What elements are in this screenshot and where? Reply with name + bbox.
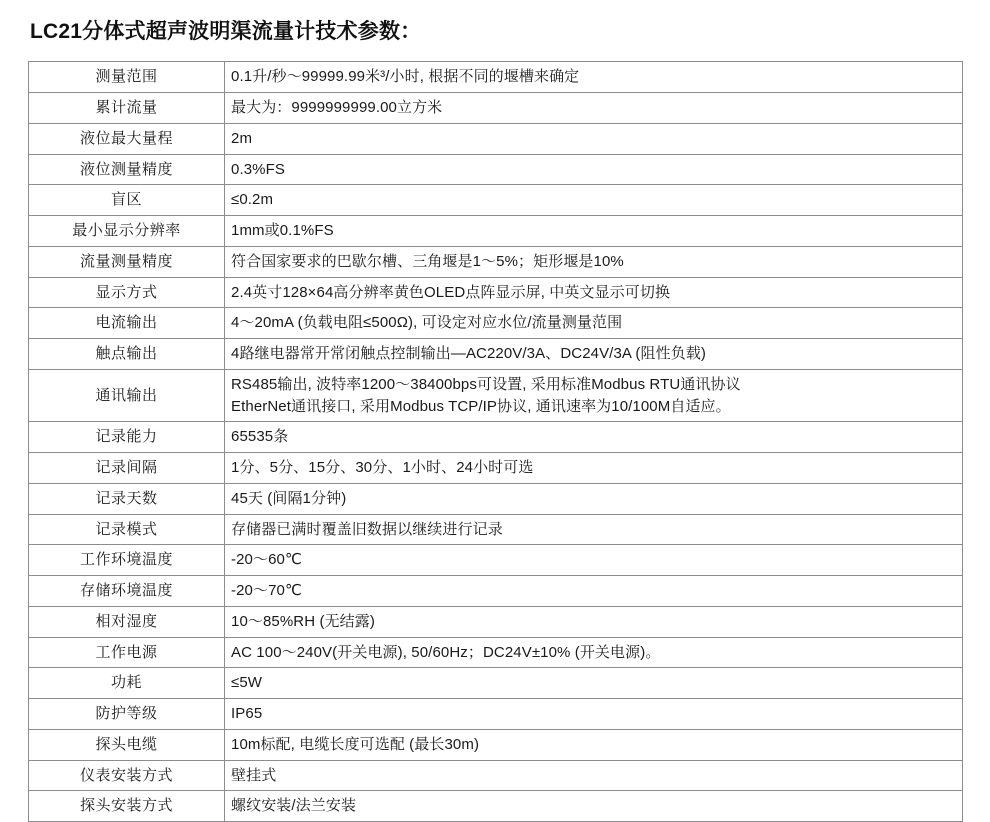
spec-value <box>225 668 963 699</box>
spec-value <box>225 514 963 545</box>
spec-value-line: 螺纹安装/法兰安装 <box>231 797 357 815</box>
spec-value-line: IP65 <box>231 705 263 723</box>
spec-label: 记录能力 <box>29 422 225 453</box>
spec-value <box>225 453 963 484</box>
spec-value <box>225 308 963 339</box>
table-row <box>29 637 963 668</box>
spec-value <box>225 483 963 514</box>
spec-value-line: 4路继电器常开常闭触点控制输出—AC220V/3A、DC24V/3A (阻性负载) <box>231 345 707 363</box>
spec-label: 记录天数 <box>29 483 225 514</box>
table-row <box>29 62 963 93</box>
spec-value <box>225 93 963 124</box>
table-row <box>29 123 963 154</box>
spec-value-line: ≤5W <box>231 674 263 692</box>
spec-value <box>225 185 963 216</box>
spec-value <box>225 62 963 93</box>
spec-value <box>225 637 963 668</box>
spec-label: 探头电缆 <box>29 729 225 760</box>
spec-value-line: 存储器已满时覆盖旧数据以继续进行记录 <box>231 520 503 538</box>
spec-value-line: -20～60℃ <box>231 551 302 569</box>
spec-value <box>225 339 963 370</box>
spec-label: 功耗 <box>29 668 225 699</box>
spec-value-line: 65535条 <box>231 428 289 446</box>
spec-value-line: 1mm或0.1%FS <box>231 222 334 240</box>
spec-label: 工作电源 <box>29 637 225 668</box>
spec-label: 仪表安装方式 <box>29 760 225 791</box>
spec-label: 工作环境温度 <box>29 545 225 576</box>
table-row <box>29 185 963 216</box>
table-row <box>29 606 963 637</box>
table-row <box>29 545 963 576</box>
table-row <box>29 93 963 124</box>
table-row <box>29 339 963 370</box>
spec-value <box>225 277 963 308</box>
spec-value-line: 0.3%FS <box>231 160 285 178</box>
spec-value-line: 10m标配, 电缆长度可选配 (最长30m) <box>231 735 480 753</box>
table-row <box>29 514 963 545</box>
spec-label: 测量范围 <box>29 62 225 93</box>
table-row <box>29 576 963 607</box>
spec-value <box>225 606 963 637</box>
table-row <box>29 483 963 514</box>
spec-value-line: 4～20mA (负载电阻≤500Ω), 可设定对应水位/流量测量范围 <box>231 314 623 332</box>
spec-value <box>225 246 963 277</box>
spec-value-line: 1分、5分、15分、30分、1小时、24小时可选 <box>231 459 534 477</box>
spec-label: 通讯输出 <box>29 369 225 422</box>
spec-value-line: 2m <box>231 129 253 147</box>
spec-label: 触点输出 <box>29 339 225 370</box>
table-row <box>29 760 963 791</box>
spec-value-line: ≤0.2m <box>231 191 274 209</box>
table-row <box>29 246 963 277</box>
spec-value-line: AC 100～240V(开关电源), 50/60Hz；DC24V±10% (开关电源)。 <box>231 643 661 661</box>
spec-label: 流量测量精度 <box>29 246 225 277</box>
page-title: LC21分体式超声波明渠流量计技术参数： <box>30 20 422 43</box>
spec-label: 液位测量精度 <box>29 154 225 185</box>
spec-value <box>225 760 963 791</box>
spec-value-line: 符合国家要求的巴歇尔槽、三角堰是1～5%；矩形堰是10% <box>231 252 624 270</box>
spec-label: 盲区 <box>29 185 225 216</box>
spec-value-line: 壁挂式 <box>231 766 277 784</box>
spec-value <box>225 216 963 247</box>
table-row <box>29 453 963 484</box>
spec-label: 记录模式 <box>29 514 225 545</box>
table-row <box>29 277 963 308</box>
spec-value-line: 10～85%RH (无结露) <box>231 612 375 630</box>
spec-label: 显示方式 <box>29 277 225 308</box>
spec-label: 防护等级 <box>29 699 225 730</box>
spec-value <box>225 123 963 154</box>
spec-label: 电流输出 <box>29 308 225 339</box>
table-row <box>29 668 963 699</box>
table-row <box>29 422 963 453</box>
spec-value <box>225 369 963 422</box>
spec-value-line: RS485输出, 波特率1200～38400bps可设置, 采用标准Modbus RTU通讯协议 <box>231 375 741 393</box>
spec-value-line: 2.4英寸128×64高分辨率黄色OLED点阵显示屏, 中英文显示可切换 <box>231 283 671 301</box>
spec-value <box>225 422 963 453</box>
spec-value-line: -20～70℃ <box>231 582 302 600</box>
table-row <box>29 308 963 339</box>
spec-value <box>225 699 963 730</box>
spec-value-line: 45天 (间隔1分钟) <box>231 489 347 507</box>
spec-value <box>225 154 963 185</box>
specifications-table-body <box>29 62 963 822</box>
spec-label: 记录间隔 <box>29 453 225 484</box>
spec-value-line: 最大为：9999999999.00立方米 <box>231 99 443 117</box>
table-row <box>29 216 963 247</box>
spec-value <box>225 576 963 607</box>
spec-value <box>225 545 963 576</box>
spec-label: 最小显示分辨率 <box>29 216 225 247</box>
spec-value <box>225 729 963 760</box>
spec-value-line: EtherNet通讯接口, 采用Modbus TCP/IP协议, 通讯速率为10/100M自适应。 <box>231 397 731 415</box>
spec-label: 累计流量 <box>29 93 225 124</box>
spec-label: 液位最大量程 <box>29 123 225 154</box>
spec-label: 存储环境温度 <box>29 576 225 607</box>
table-row <box>29 369 963 422</box>
spec-label: 相对湿度 <box>29 606 225 637</box>
spec-label: 探头安装方式 <box>29 791 225 822</box>
table-row <box>29 699 963 730</box>
spec-value <box>225 791 963 822</box>
table-row <box>29 791 963 822</box>
table-row <box>29 154 963 185</box>
spec-value-line: 0.1升/秒～99999.99米³/小时, 根据不同的堰槽来确定 <box>231 68 580 86</box>
specifications-table <box>28 61 963 822</box>
table-row <box>29 729 963 760</box>
